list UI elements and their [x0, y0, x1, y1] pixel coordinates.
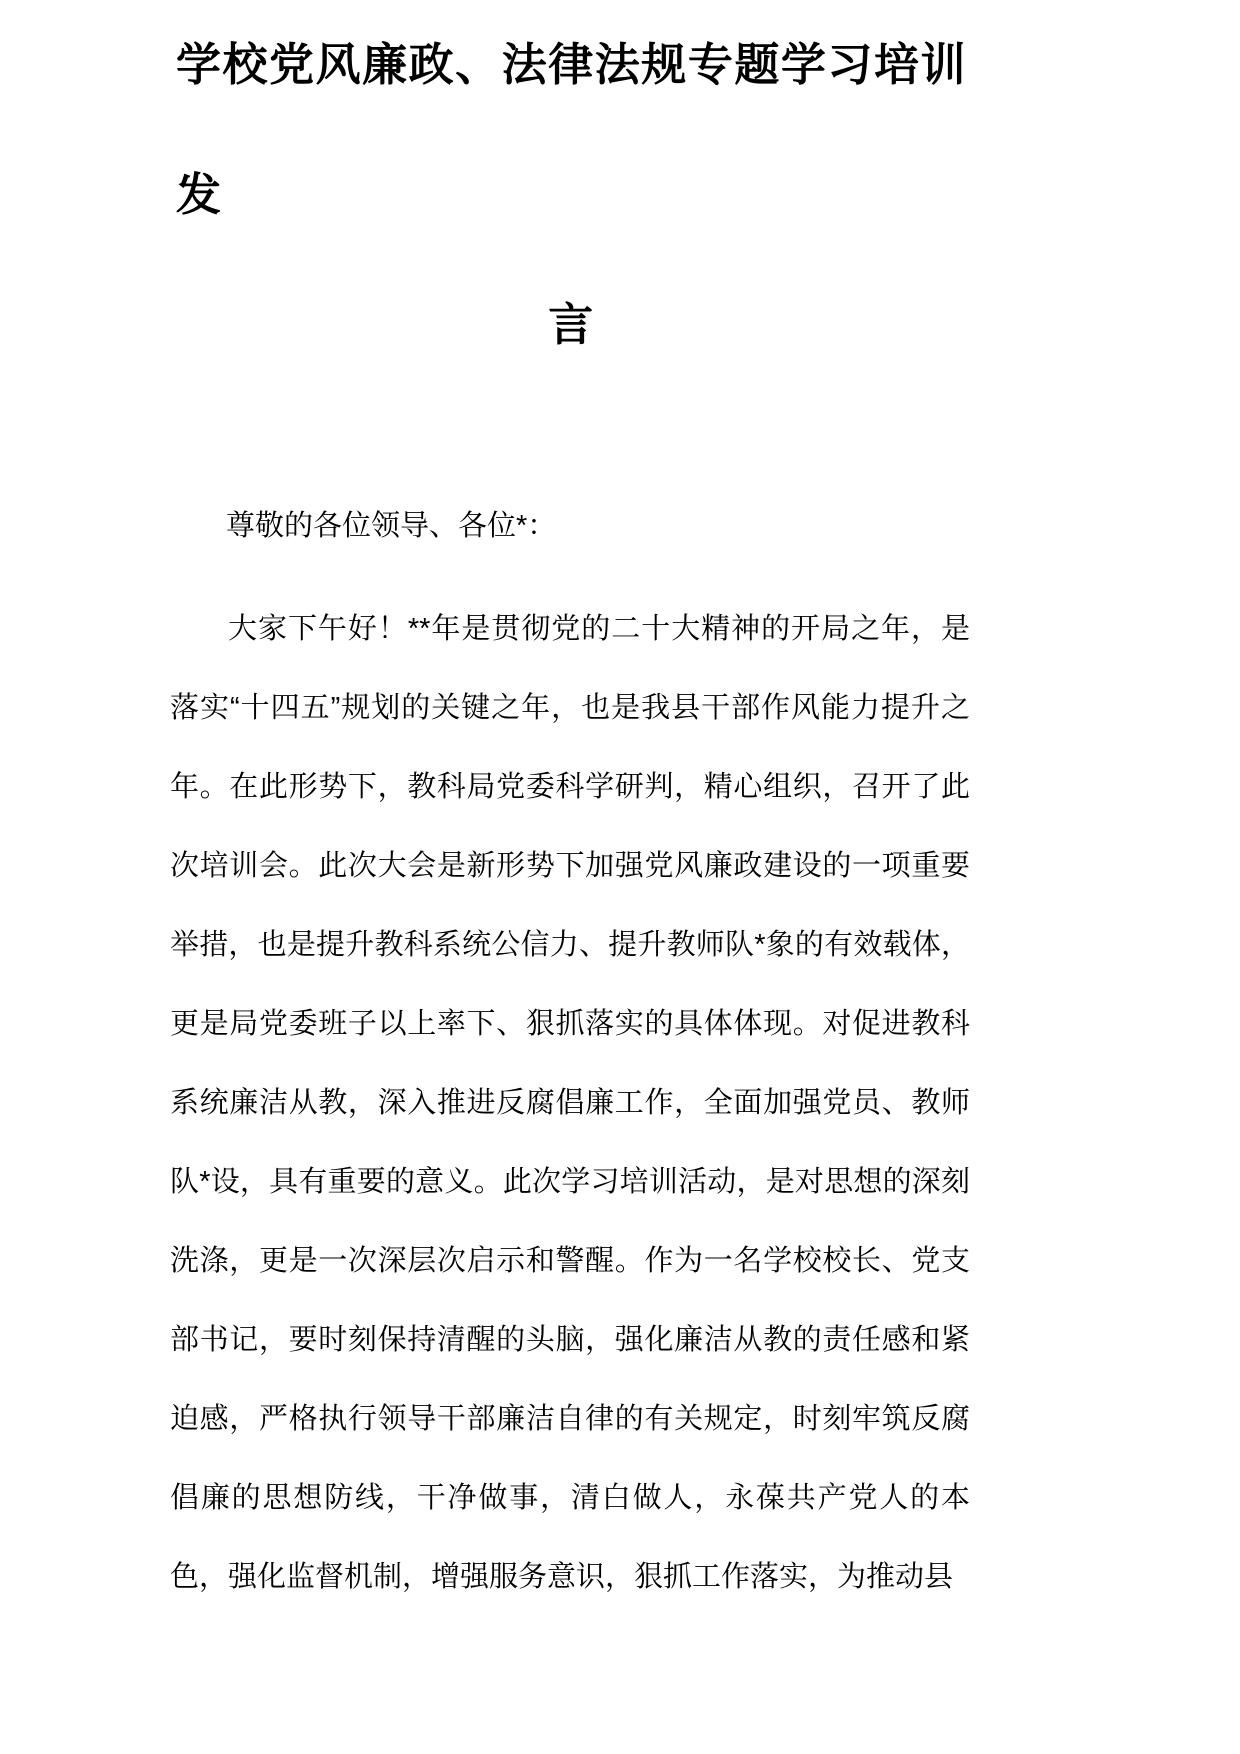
- salutation: 尊敬的各位领导、各位*：: [226, 510, 557, 542]
- salutation-paragraph-gap: [170, 562, 970, 590]
- document-body: [170, 0, 970, 1617]
- title-line-1: 学校党风廉政、法律法规专题学习培训发: [176, 39, 966, 220]
- page-title: [176, 0, 966, 390]
- title-line-2: 言: [548, 299, 594, 350]
- title-spacer: [170, 390, 970, 490]
- body-paragraph-1: 大家下午好！**年是贯彻党的二十大精神的开局之年，是落实“十四五”规划的关键之年，也是我县干部作风能力提升之年。在此形势下，教科局党委科学研判，精心组织，召开了此次培训会。此次大会是新形势下加强党风廉政建设的一项重要举措，也是提升教科系统公信力、提升教师队*象的有效载体，更是局党委班子以上率下、狠抓落实的具体体现。对促进教科系统廉洁从教，深入推进反腐倡廉工作，全面加强党员、教师队*设，具有重要的意义。此次学习培训活动，是对思想的深刻洗涤，更是一次深层次启示和警醒。作为一名学校校长、党支部书记，要时刻保持清醒的头脑，强化廉洁从教的责任感和紧迫感，严格执行领导干部廉洁自律的有关规定，时刻牢筑反腐倡廉的思想防线，干净做事，清白做人，永葆共产党人的本色，强化监督机制，增强服务意识，狠抓工作落实，为推动县: [170, 613, 970, 1593]
